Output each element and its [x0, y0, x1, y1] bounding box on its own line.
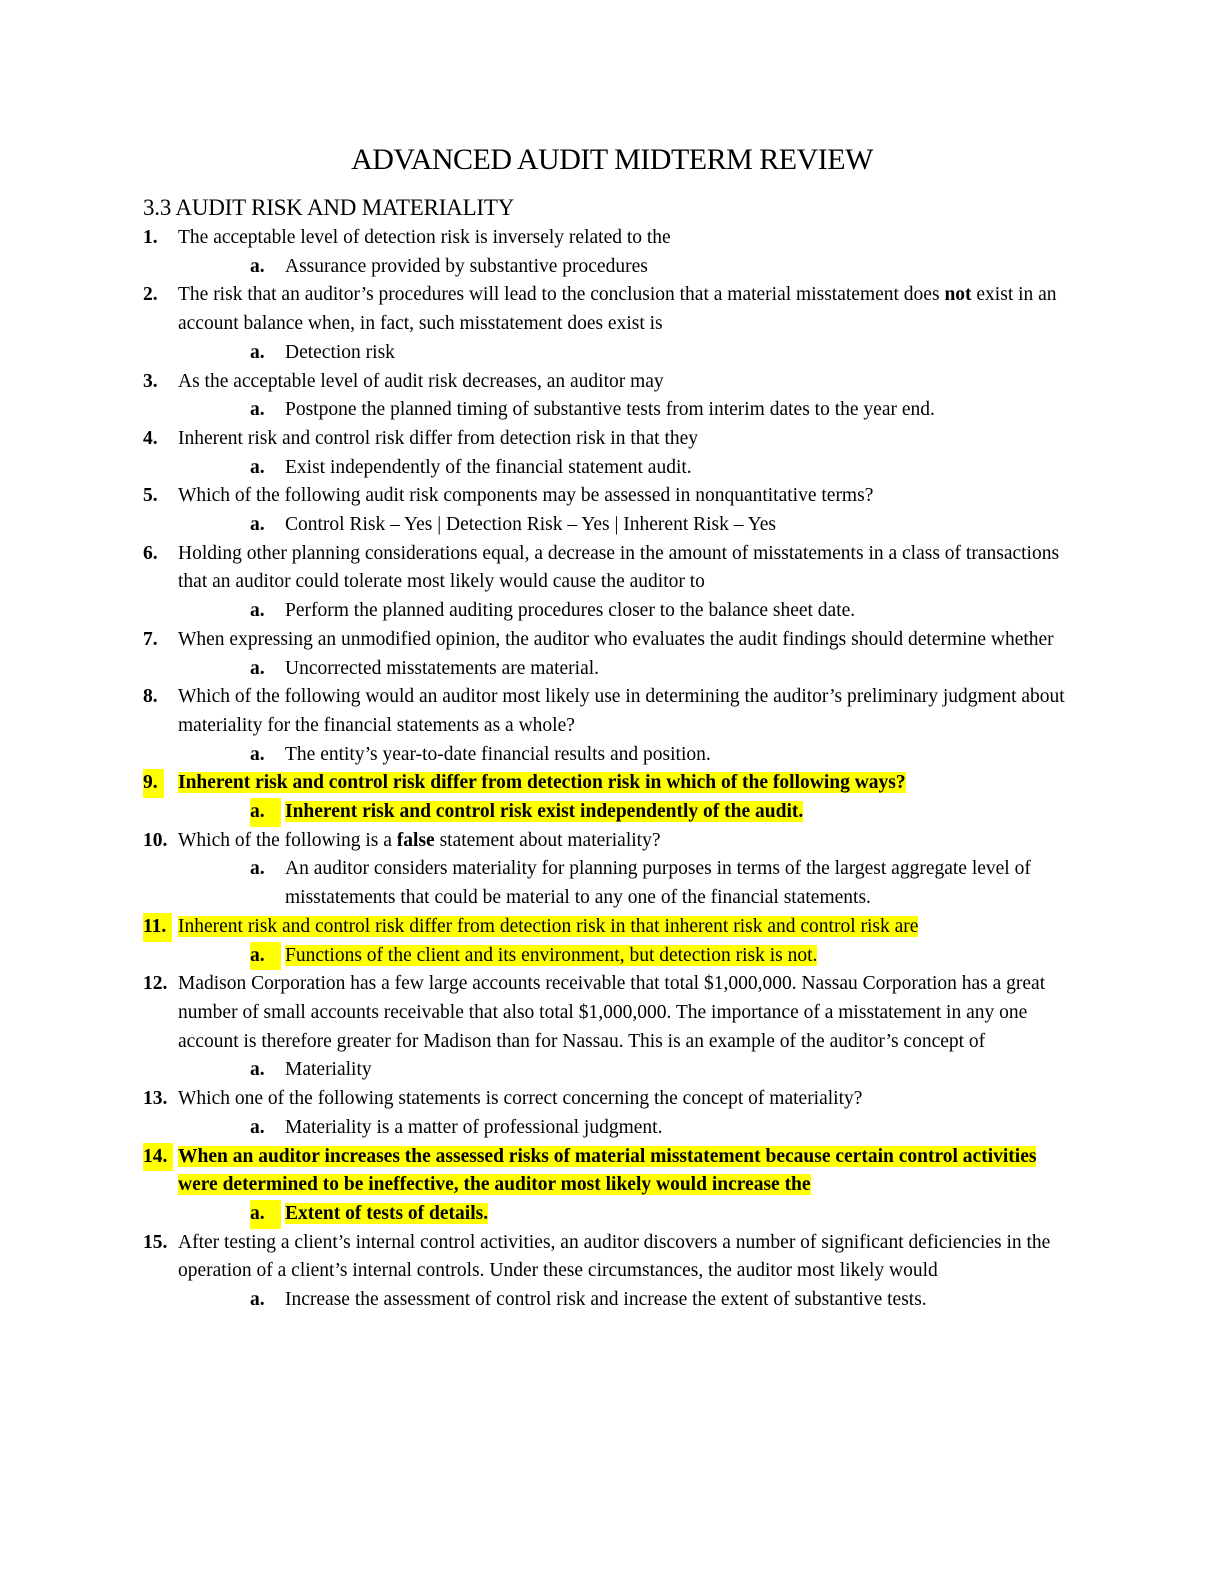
question-text — [178, 284, 1057, 334]
question-row — [0, 482, 1068, 511]
question-text: Which of the following audit risk components may be assessed in nonquantitative terms? — [178, 485, 874, 507]
question-number: 14. — [143, 1143, 173, 1172]
question-number: 4. — [143, 427, 158, 449]
question-row — [0, 827, 1068, 856]
question-text: When expressing an unmodified opinion, the auditor who evaluates the audit findings should determine whether — [178, 628, 1054, 650]
answer-text: Exist independently of the financial statement audit. — [285, 456, 692, 478]
answer-text: Uncorrected misstatements are material. — [285, 657, 600, 679]
answer-row-highlighted — [0, 942, 1065, 971]
section-heading: 3.3 AUDIT RISK AND MATERIALITY — [143, 195, 515, 220]
question-item-10 — [0, 827, 1224, 913]
question-row — [0, 540, 1068, 597]
question-text-highlighted: When an auditor increases the assessed risks of material misstatement because certain control activities were determined to be ineffective, the auditor most likely would increase the — [178, 1145, 1037, 1196]
question-number: 7. — [143, 628, 158, 650]
question-text-highlighted: Inherent risk and control risk differ from detection risk in that inherent risk and control risk are — [178, 915, 919, 937]
answer-letter: a. — [250, 942, 281, 971]
answer-text: Postpone the planned timing of substantive tests from interim dates to the year end. — [285, 399, 935, 421]
question-item-5 — [0, 482, 1224, 539]
question-number: 9. — [143, 769, 164, 798]
answer-text: Assurance provided by substantive procedures — [285, 255, 648, 277]
question-item-4 — [0, 425, 1224, 482]
answer-row — [0, 511, 1065, 540]
question-item-1 — [0, 224, 1224, 281]
question-text-emphasis: not — [944, 284, 972, 306]
question-row-highlighted — [0, 913, 1068, 942]
answer-row-highlighted — [0, 798, 1065, 827]
question-row-highlighted — [0, 1143, 1068, 1200]
answer-row — [0, 339, 1065, 368]
question-number: 11. — [143, 913, 172, 942]
page-title: ADVANCED AUDIT MIDTERM REVIEW — [351, 143, 873, 176]
question-text: Holding other planning considerations equal, a decrease in the amount of misstatements in a class of transactions that an auditor could tolerate most likely would cause the auditor to — [178, 542, 1060, 593]
answer-row — [0, 655, 1065, 684]
question-text: As the acceptable level of audit risk decreases, an auditor may — [178, 370, 664, 392]
answer-letter: a. — [250, 657, 265, 679]
question-text — [178, 830, 661, 851]
question-text-highlighted: Inherent risk and control risk differ from detection risk in which of the following ways? — [178, 772, 906, 794]
answer-row — [0, 741, 1065, 770]
question-text-part: Which of the following is a — [178, 829, 397, 851]
answer-letter: a. — [250, 1289, 265, 1311]
question-number: 2. — [143, 284, 158, 306]
question-row — [0, 224, 1068, 253]
answer-letter: a. — [250, 341, 265, 363]
question-item-6 — [0, 540, 1224, 626]
answer-row — [0, 396, 1065, 425]
question-text-part: exist in an account balance when, in fact, such misstatement does exist is — [178, 284, 1057, 335]
question-number: 13. — [143, 1088, 168, 1110]
answer-row — [0, 1114, 1065, 1143]
answer-text: Detection risk — [285, 341, 395, 363]
question-number: 12. — [143, 973, 168, 995]
question-item-14 — [0, 1143, 1224, 1229]
question-row — [0, 281, 1068, 338]
question-text-emphasis: false — [396, 829, 435, 851]
answer-letter: a. — [250, 858, 265, 880]
question-text-part: statement about materiality? — [434, 829, 661, 851]
answer-row — [0, 253, 1065, 282]
question-item-15 — [0, 1229, 1224, 1315]
question-row — [0, 368, 1068, 397]
question-text: Which one of the following statements is correct concerning the concept of materiality? — [178, 1088, 863, 1110]
answer-letter: a. — [250, 798, 281, 827]
question-item-2 — [0, 281, 1224, 367]
answer-text: The entity’s year-to-date financial results and position. — [285, 743, 711, 765]
question-list — [0, 224, 1224, 1315]
answer-row — [0, 1056, 1065, 1085]
question-text: Which of the following would an auditor most likely use in determining the auditor’s preliminary judgment about materiality for the financial statements as a whole? — [178, 686, 1065, 736]
question-item-7 — [0, 626, 1224, 683]
answer-text: An auditor considers materiality for planning purposes in terms of the largest aggregate level of misstatements that could be material to any one of the financial statements. — [285, 858, 1031, 909]
answer-row — [0, 1286, 1065, 1315]
answer-text: Perform the planned auditing procedures closer to the balance sheet date. — [285, 600, 856, 622]
question-row — [0, 970, 1068, 1056]
answer-row — [0, 597, 1065, 626]
question-item-9 — [0, 769, 1224, 826]
answer-text: Materiality — [285, 1059, 372, 1081]
question-row — [0, 626, 1068, 655]
answer-letter: a. — [250, 399, 265, 421]
question-item-12 — [0, 970, 1224, 1085]
question-number: 15. — [143, 1231, 168, 1253]
question-row — [0, 1085, 1068, 1114]
question-text-part: The risk that an auditor’s procedures will lead to the conclusion that a material misstatement does — [178, 284, 945, 306]
answer-letter: a. — [250, 514, 265, 536]
answer-text-highlighted: Extent of tests of details. — [285, 1202, 489, 1224]
question-text: Madison Corporation has a few large accounts receivable that total $1,000,000. Nassau Corporation has a great number of small accounts receivable that also total $1,000,000. The importance of a misstatement in any one account is therefore greater for Madison than for Nassau. This is an example of the auditor’s concept of — [178, 973, 1046, 1052]
question-item-11 — [0, 913, 1224, 970]
answer-row — [0, 454, 1065, 483]
question-number: 8. — [143, 686, 158, 708]
answer-text: Materiality is a matter of professional judgment. — [285, 1116, 663, 1138]
question-row-highlighted — [0, 769, 1068, 798]
question-row — [0, 683, 1068, 740]
question-number: 1. — [143, 227, 158, 248]
question-row — [0, 1229, 1068, 1286]
answer-text-highlighted: Functions of the client and its environment, but detection risk is not. — [285, 944, 818, 966]
question-item-13 — [0, 1085, 1224, 1142]
question-number: 5. — [143, 485, 158, 507]
answer-letter: a. — [250, 255, 265, 277]
answer-letter: a. — [250, 1116, 265, 1138]
answer-letter: a. — [250, 456, 265, 478]
answer-row — [0, 855, 1065, 912]
question-row — [0, 425, 1068, 454]
question-text: The acceptable level of detection risk is inversely related to the — [178, 227, 671, 248]
question-number: 6. — [143, 542, 158, 564]
answer-row-highlighted — [0, 1200, 1065, 1229]
answer-letter: a. — [250, 600, 265, 622]
answer-letter: a. — [250, 1059, 265, 1081]
answer-letter: a. — [250, 1200, 281, 1229]
question-text: After testing a client’s internal control activities, an auditor discovers a number of significant deficiencies in the operation of a client’s internal controls. Under these circumstances, the auditor most likely would — [178, 1231, 1051, 1282]
question-number: 3. — [143, 370, 158, 392]
answer-text-highlighted: Inherent risk and control risk exist independently of the audit. — [285, 801, 804, 823]
answer-text: Increase the assessment of control risk and increase the extent of substantive tests. — [285, 1289, 927, 1311]
answer-text: Control Risk – Yes | Detection Risk – Yes | Inherent Risk – Yes — [285, 514, 777, 536]
question-text: Inherent risk and control risk differ from detection risk in that they — [178, 427, 699, 449]
answer-letter: a. — [250, 743, 265, 765]
question-item-8 — [0, 683, 1224, 769]
question-number: 10. — [143, 829, 168, 851]
question-item-3 — [0, 368, 1224, 425]
